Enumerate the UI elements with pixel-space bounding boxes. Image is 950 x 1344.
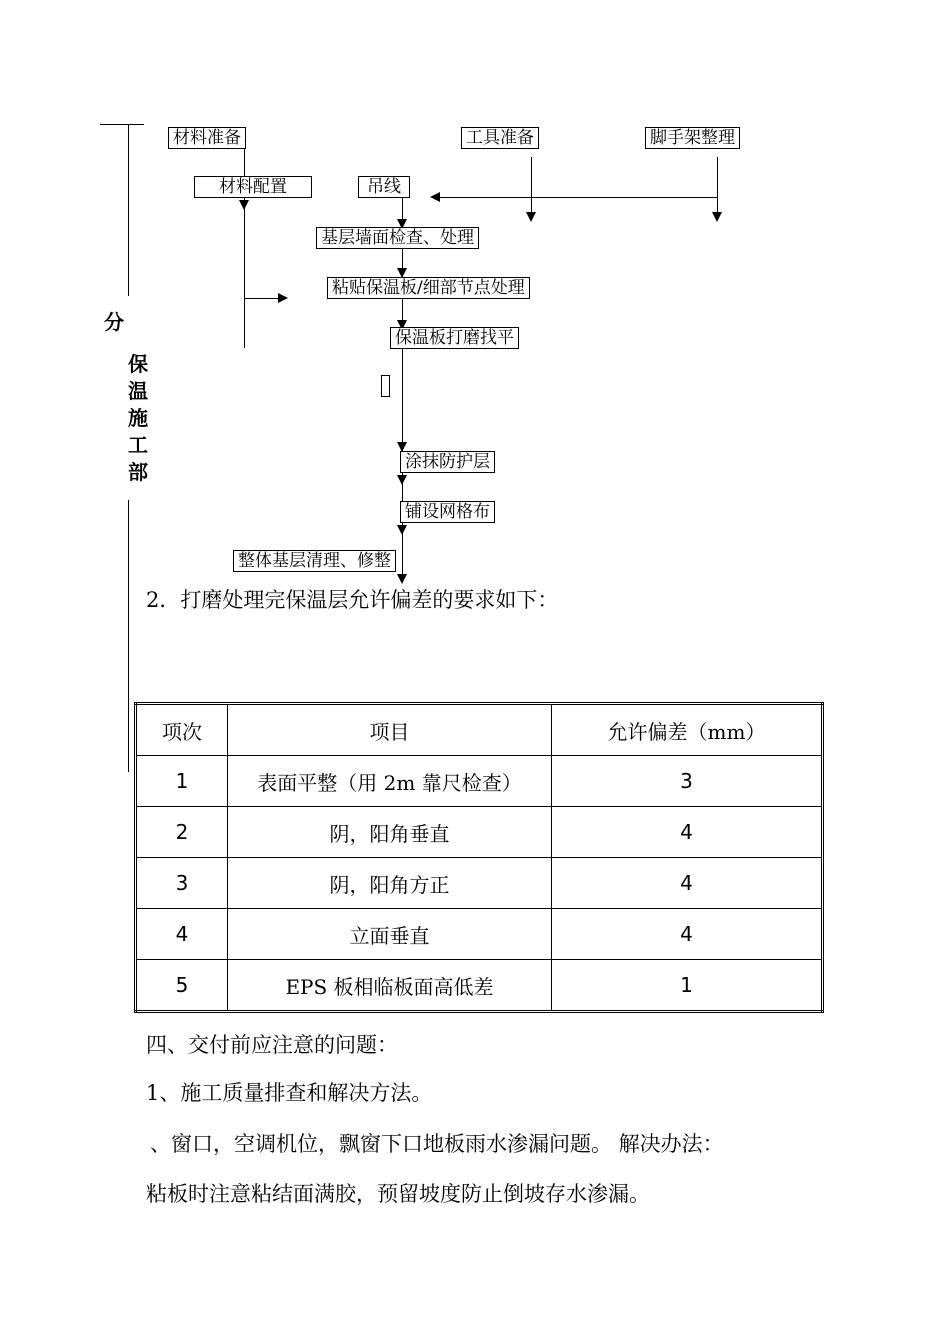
scaffold-arrow: [712, 212, 722, 222]
material-branch-line: [244, 298, 278, 299]
side-label-vertical-0: 保: [128, 352, 148, 376]
box-material-prep: 材料准备: [168, 127, 246, 149]
table-cell: 4: [136, 909, 228, 960]
box-base-wall-check: 基层墙面检查、处理: [316, 227, 479, 249]
table-header-cell: 允许偏差（mm）: [552, 704, 823, 756]
table-row: [136, 807, 823, 858]
item1-text-line2: 粘板时注意粘结面满胶，预留坡度防止倒坡存水渗漏。: [146, 1182, 650, 1206]
box-scaffold: 脚手架整理: [645, 127, 740, 149]
tool-prep-arrow: [526, 212, 536, 222]
table-cell: 1: [552, 960, 823, 1012]
table-cell: 阴，阳角垂直: [228, 807, 552, 858]
box-tool-prep: 工具准备: [461, 127, 539, 149]
placeholder-marker: [381, 375, 390, 397]
table-cell: 4: [552, 858, 823, 909]
bracket-top-line: [100, 124, 144, 125]
arrow-to-mesh: [397, 475, 407, 485]
bracket-upper-line: [128, 124, 129, 296]
table-cell: 3: [136, 858, 228, 909]
side-label-vertical-2: 施: [128, 406, 148, 430]
table-cell: 阴，阳角方正: [228, 858, 552, 909]
deviation-table: [134, 702, 824, 1013]
table-cell: 2: [136, 807, 228, 858]
table-cell: 4: [552, 807, 823, 858]
table-cell: 表面平整（用 2m 靠尺检查）: [228, 756, 552, 807]
table-cell: EPS 板相临板面高低差: [228, 960, 552, 1012]
arrow-to-clean: [397, 525, 407, 535]
box-mesh-lay: 铺设网格布: [400, 501, 495, 523]
table-header-cell: 项次: [136, 704, 228, 756]
plumb-feed-arrow: [430, 192, 440, 202]
table-cell: 1: [136, 756, 228, 807]
section2-heading: 2．打磨处理完保温层允许偏差的要求如下：: [146, 588, 559, 612]
box-protective-coat: 涂抹防护层: [400, 451, 495, 473]
box-paste-board: 粘贴保温板/细部节点处理: [327, 277, 530, 299]
bracket-lower-line: [128, 500, 129, 772]
box-material-config: 材料配置: [194, 176, 312, 198]
box-plumb-line: 吊线: [358, 176, 410, 198]
side-label-vertical-1: 温: [128, 379, 148, 403]
table-cell: 立面垂直: [228, 909, 552, 960]
item1-heading: 1、施工质量排查和解决方法。: [146, 1081, 433, 1105]
table-row: [136, 909, 823, 960]
tool-prep-line: [531, 157, 532, 213]
table-row: [136, 756, 823, 807]
table-row: [136, 858, 823, 909]
item1-text-line1: 、窗口，空调机位，飘窗下口地板雨水渗漏问题。 解决办法：: [150, 1132, 724, 1156]
material-column-arrow: [239, 200, 249, 210]
plumb-feed-line: [440, 197, 718, 198]
scaffold-line: [717, 157, 718, 213]
table-row: [136, 960, 823, 1012]
section4-heading: 四、交付前应注意的问题：: [146, 1033, 398, 1057]
arrow-end: [397, 574, 407, 584]
table-cell: 4: [552, 909, 823, 960]
material-branch-arrow: [278, 293, 288, 303]
table-cell: 5: [136, 960, 228, 1012]
box-overall-clean: 整体基层清理、修整: [233, 550, 396, 572]
table-header-cell: 项目: [228, 704, 552, 756]
side-label-vertical-3: 工: [128, 433, 148, 457]
table-header-row: [136, 704, 823, 756]
side-label-vertical-4: 部: [128, 460, 148, 484]
construction-flowchart: [0, 0, 950, 600]
table-cell: 3: [552, 756, 823, 807]
box-board-grind: 保温板打磨找平: [390, 327, 519, 349]
side-label-fen: 分: [104, 310, 124, 334]
